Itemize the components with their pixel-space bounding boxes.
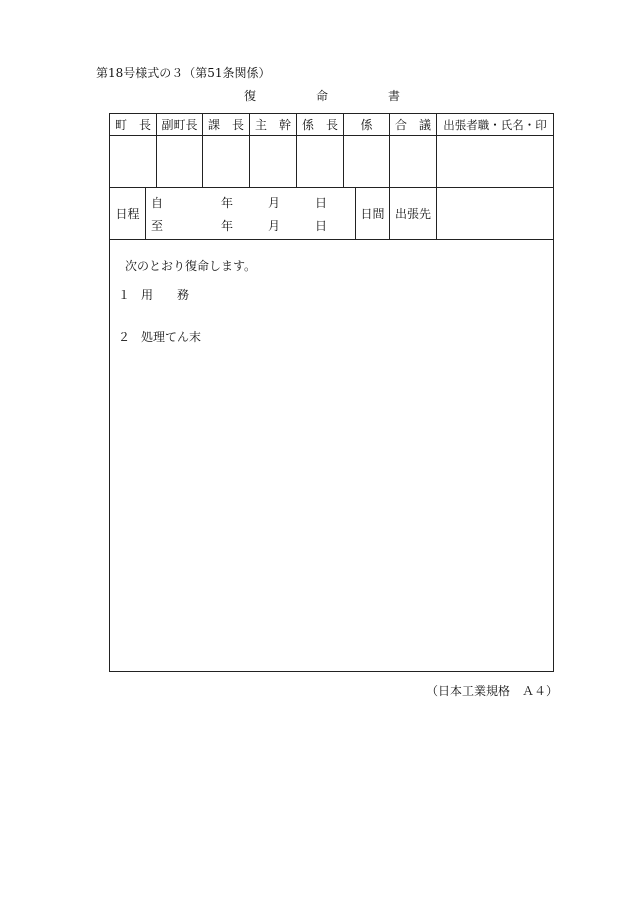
to-year-label: 年 <box>221 219 234 233</box>
item-1-number: １ <box>118 288 131 302</box>
stamp-fukucho[interactable] <box>157 136 202 187</box>
stamp-gogi[interactable] <box>390 136 436 187</box>
to-label: 至 <box>151 219 164 233</box>
from-label: 自 <box>151 196 164 210</box>
schedule-row-divider <box>109 239 554 240</box>
item-2-label: 処理てん末 <box>141 330 202 344</box>
document-title: 復 命 書 <box>244 89 401 103</box>
header-shukan: 主 幹 <box>254 118 291 132</box>
stamp-kacho[interactable] <box>203 136 249 187</box>
from-day-label: 日 <box>315 196 328 210</box>
item-1-label: 用 務 <box>141 288 190 302</box>
stamp-cho[interactable] <box>110 136 156 187</box>
header-kakaricho: 係 長 <box>301 118 338 132</box>
schedule-label-divider <box>145 187 146 239</box>
stamp-shukan[interactable] <box>250 136 296 187</box>
header-kakari: 係 <box>360 118 373 132</box>
header-kacho: 課 長 <box>207 118 244 132</box>
schedule-label: 日程 <box>115 207 140 221</box>
stamp-kakari[interactable] <box>344 136 389 187</box>
report-content-area[interactable] <box>110 350 553 671</box>
header-traveler: 出張者職・氏名・印 <box>443 117 547 132</box>
paper-size-note: （日本工業規格 Ａ４） <box>426 684 559 698</box>
traveler-name-field[interactable] <box>437 136 553 187</box>
header-fukucho: 副町長 <box>161 118 198 132</box>
from-year-label: 年 <box>221 196 234 210</box>
form-id: 第18号様式の３（第51条関係） <box>96 66 271 80</box>
header-gogi: 合 議 <box>394 118 431 132</box>
days-label: 日間 <box>360 207 385 221</box>
destination-label: 出張先 <box>394 207 431 221</box>
body-intro: 次のとおり復命します。 <box>125 259 257 273</box>
from-month-label: 月 <box>268 196 281 210</box>
item-2-number: ２ <box>118 330 131 344</box>
destination-field[interactable] <box>437 188 553 239</box>
stamp-kakaricho[interactable] <box>297 136 343 187</box>
to-day-label: 日 <box>315 219 328 233</box>
to-month-label: 月 <box>268 219 281 233</box>
header-cho: 町 長 <box>114 118 151 132</box>
